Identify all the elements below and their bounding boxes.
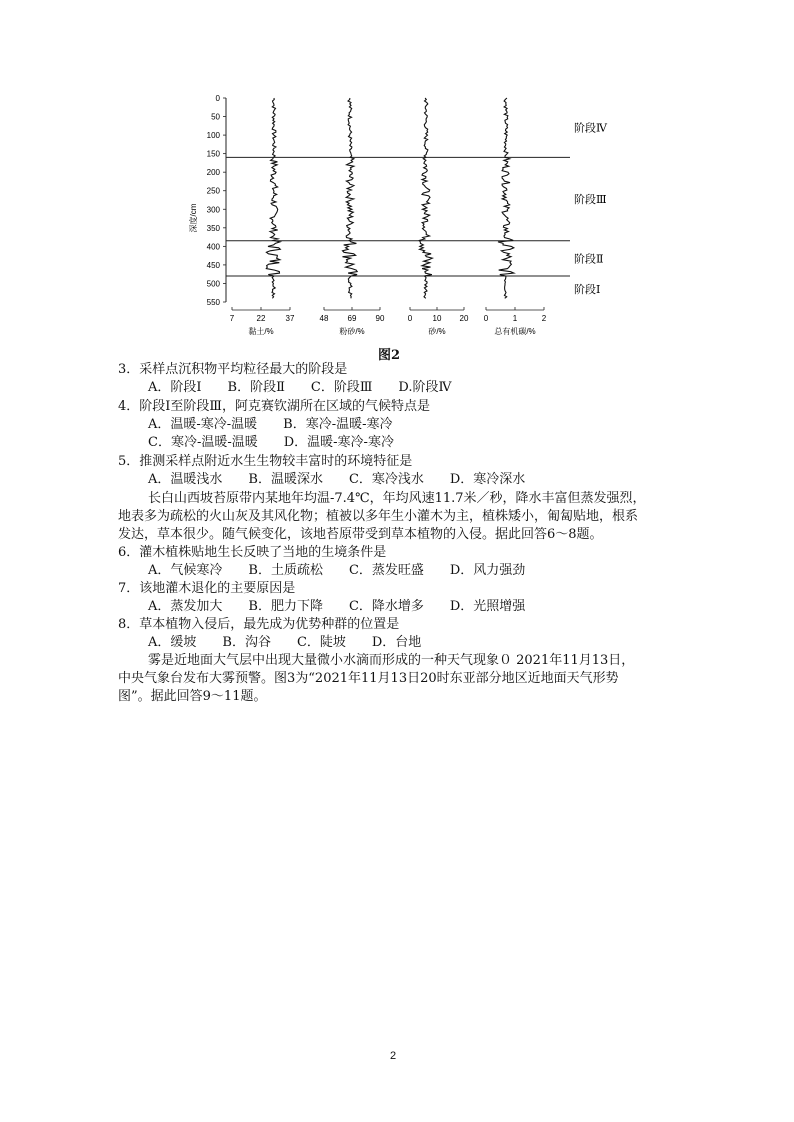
question-8-options: A．缓坡 B．沟谷 C．陡坡 D．台地	[148, 635, 422, 650]
question-5: 5．推测采样点附近水生生物较丰富时的环境特征是	[118, 454, 413, 469]
passage-9-11-line-3: 图”。据此回答9～11题。	[118, 689, 267, 704]
sediment-profile-figure	[190, 88, 620, 360]
panel-axis-label: 总有机碳/%	[494, 327, 536, 336]
question-4-options-ab: A．温暖-寒冷-温暖 B．寒冷-温暖-寒冷	[148, 417, 393, 432]
stage-labels	[574, 122, 608, 296]
question-3-options: A．阶段Ⅰ B．阶段Ⅱ C．阶段Ⅲ D.阶段Ⅳ	[148, 380, 452, 395]
depth-axis-label: 深度/cm	[189, 203, 198, 233]
passage-6-8-line-1: 长白山西坡苔原带内某地年均温-7.4℃，年均风速11.7米／秒，降水丰富但蒸发强烈，	[148, 491, 646, 506]
panel-tick-label: 20	[459, 314, 469, 323]
depth-tick-label: 50	[211, 112, 220, 122]
stage-label: 阶段Ⅰ	[574, 283, 601, 297]
profile-curves	[266, 98, 514, 298]
depth-tick-label: 350	[206, 223, 220, 233]
passage-9-11-line-1: 雾是近地面大气层中出现大量微小水滴而形成的一种天气现象０ 2021年11月13日，	[148, 653, 635, 668]
stage-label: 阶段Ⅲ	[574, 192, 607, 206]
depth-tick-label: 250	[206, 186, 220, 196]
panel-tick-label: 69	[347, 314, 357, 323]
depth-tick-label: 550	[206, 298, 220, 307]
depth-tick-label: 200	[206, 168, 220, 178]
panel-tick-label: 90	[375, 314, 385, 323]
question-4-options-cd: C．寒冷-温暖-温暖 D．温暖-寒冷-寒冷	[148, 435, 394, 450]
panel-tick-label: 1	[512, 314, 518, 323]
question-7-options: A．蒸发加大 B．肥力下降 C．降水增多 D．光照增强	[148, 599, 526, 614]
panel-tick-label: 7	[229, 314, 235, 323]
question-5-options: A．温暖浅水 B．温暖深水 C．寒冷浅水 D．寒冷深水	[148, 472, 526, 487]
stage-label: 阶段Ⅳ	[574, 121, 607, 135]
profile-curve	[419, 98, 432, 298]
profile-curve	[498, 98, 514, 298]
depth-axis	[207, 94, 226, 307]
question-6-options: A．气候寒冷 B．土质疏松 C．蒸发旺盛 D．风力强劲	[148, 563, 526, 578]
depth-tick-label: 300	[206, 205, 220, 215]
depth-tick-label: 500	[206, 279, 220, 289]
figure-caption: 图2	[378, 348, 401, 363]
panel-axis-label: 粉砂/%	[339, 327, 365, 336]
question-6: 6．灌木植株贴地生长反映了当地的生境条件是	[118, 545, 387, 560]
panel-tick-label: 48	[319, 314, 329, 323]
panel-tick-label: 0	[407, 314, 413, 323]
panel-axes	[230, 307, 547, 336]
profile-curve	[343, 98, 358, 298]
panel-axis-label: 黏土/%	[248, 327, 274, 336]
question-7: 7．该地灌木退化的主要原因是	[118, 581, 296, 596]
panel-tick-label: 10	[432, 314, 442, 323]
panel-tick-label: 2	[541, 314, 547, 323]
stage-label: 阶段Ⅱ	[574, 252, 604, 266]
passage-6-8-line-3: 发达，草本很少。随气候变化，该地苔原带受到草本植物的入侵。据此回答6～8题。	[118, 527, 603, 542]
panel-tick-label: 37	[285, 314, 295, 323]
question-3: 3．采样点沉积物平均粒径最大的阶段是	[118, 362, 348, 377]
depth-tick-label: 0	[215, 94, 220, 103]
question-4: 4．阶段Ⅰ至阶段Ⅲ，阿克赛钦湖所在区域的气候特点是	[118, 399, 430, 414]
depth-tick-label: 150	[206, 149, 220, 159]
depth-tick-label: 100	[206, 131, 220, 141]
panel-tick-label: 22	[256, 314, 266, 323]
panel-tick-label: 0	[483, 314, 489, 323]
depth-tick-label: 450	[206, 260, 220, 270]
passage-6-8-line-2: 地表多为疏松的火山灰及其风化物；植被以多年生小灌木为主，植株矮小，匍匐贴地，根系	[118, 509, 639, 524]
panel-axis-label: 砂/%	[428, 327, 446, 336]
page-number: 2	[390, 1050, 397, 1062]
question-8: 8．草本植物入侵后，最先成为优势种群的位置是	[118, 617, 400, 632]
depth-tick-label: 400	[206, 242, 220, 252]
profile-curve	[266, 98, 280, 298]
passage-9-11-line-2: 中央气象台发布大雾预警。图3为“2021年11月13日20时东亚部分地区近地面天气形势	[118, 671, 619, 686]
